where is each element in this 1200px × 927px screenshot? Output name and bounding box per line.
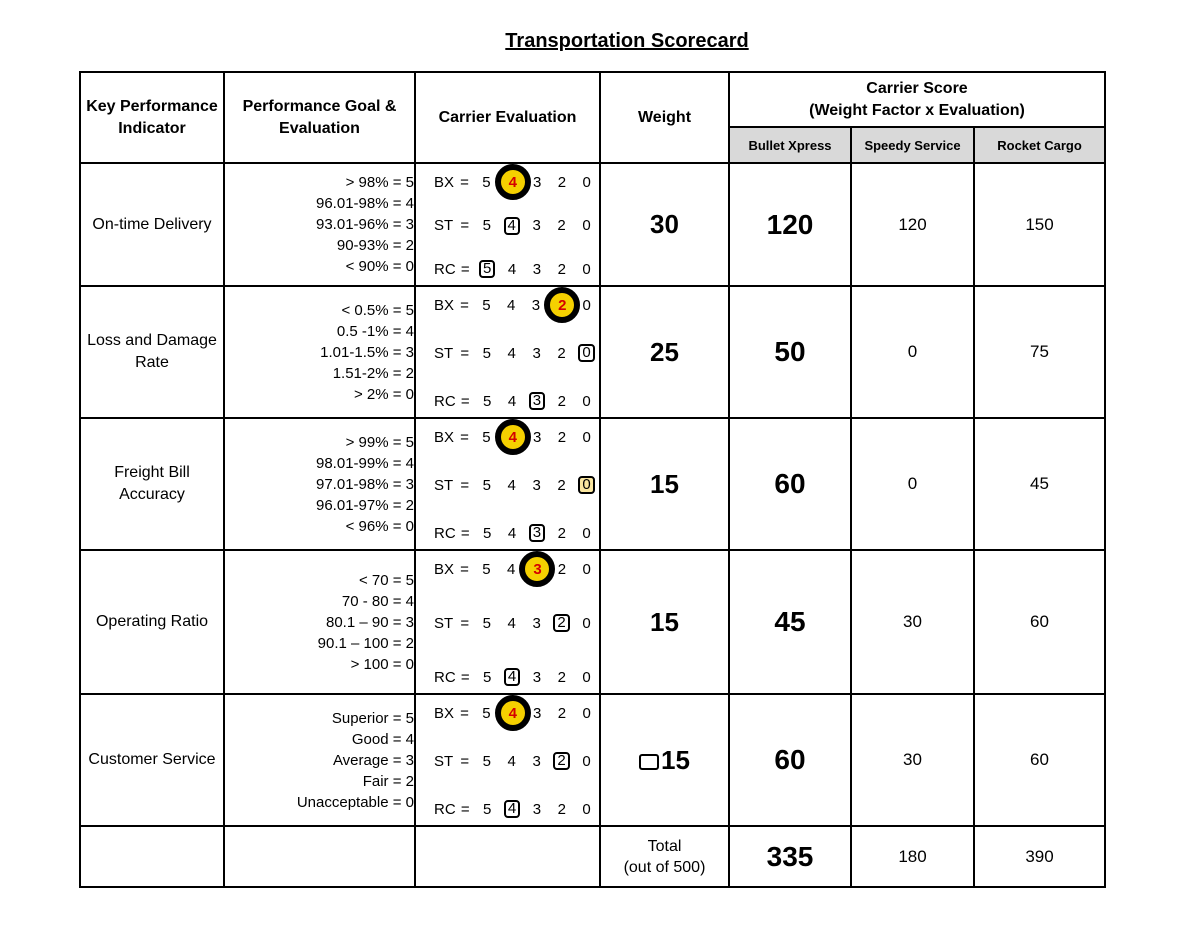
rating-value: 2 [557,524,566,542]
rating-value: 4 [506,560,516,578]
carrier-code: BX [434,296,455,314]
eval-line-rc [434,797,599,821]
scorecard-table [79,71,1106,888]
carrier-code: BX [434,173,455,191]
rating-value: 5 [483,392,492,410]
carrier-code: RC [434,800,456,818]
rating-option [574,476,599,494]
rating-option [524,261,549,278]
carrier-code: RC [434,260,456,278]
total-empty-kpi [80,826,224,887]
carrier-code: RC [434,524,456,542]
equals-sign: = [460,296,469,314]
total-score-bx: 335 [729,826,851,887]
carrier-code: ST [434,614,454,632]
rating-option [475,801,500,818]
rating-value: 3 [532,614,541,632]
rating-option [574,753,599,770]
rating-option [474,561,499,578]
carrier-code: ST [434,752,454,770]
rating-value: 0 [582,296,591,314]
total-empty-goal [224,826,415,887]
rating-option [574,669,599,686]
total-score-rc: 390 [974,826,1105,887]
rating-option [525,429,550,446]
rating-option [524,392,549,410]
goal-line: 90.1 – 100 = 2 [317,634,414,652]
rating-value: 2 [557,560,567,578]
eval-line-rc [434,665,599,689]
rating-value: 3 [532,704,542,722]
rating-option [499,705,525,722]
rating-value: 2 [557,428,567,446]
goal-line: > 98% = 5 [345,174,414,191]
kpi-row [80,163,1105,286]
header-carrier-score [729,72,1105,127]
rating-option [574,217,599,234]
selected-rating-circle: 4 [495,419,531,455]
equals-sign: = [460,260,470,278]
carrier-code: BX [434,704,455,722]
rating-value: 4 [507,392,517,410]
selected-rating-box: 4 [504,800,520,818]
rating-value: 5 [483,668,492,686]
rating-value: 5 [482,217,491,234]
rating-option [549,752,574,770]
equals-sign: = [460,704,469,722]
eval-line-bx [434,170,599,194]
page-title: Transportation Scorecard [505,30,749,52]
rating-option [574,297,599,314]
goal-line: 80.1 – 90 = 3 [326,613,414,631]
rating-value: 5 [482,560,491,578]
equals-sign: = [460,476,470,494]
carrier-eval-cell [415,163,600,286]
rating-option [549,174,574,191]
eval-line-rc [434,257,599,281]
rating-value: 0 [582,217,591,234]
goal-line: > 99% = 5 [345,433,414,451]
selected-rating-circle: 2 [544,287,580,323]
rating-option [574,801,599,818]
carrier-code: BX [434,560,455,578]
score-rc: 75 [974,286,1105,418]
goal-cell [224,286,415,418]
rating-option [549,477,574,494]
eval-line-rc [434,389,599,413]
goal-cell [224,418,415,550]
rating-option [574,393,599,410]
score-rc: 45 [974,418,1105,550]
rating-option [499,174,525,191]
rating-option [574,525,599,542]
equals-sign: = [460,800,470,818]
kpi-row [80,550,1105,694]
score-st: 0 [851,286,974,418]
score-st: 0 [851,418,974,550]
rating-option [499,429,525,446]
weight-value: 15 [661,744,690,775]
rating-value: 5 [482,476,491,494]
weight-cell [600,418,729,550]
carrier-eval-cell [415,418,600,550]
rating-value: 0 [582,704,591,722]
rating-value: 4 [507,752,516,770]
rating-value: 5 [482,752,491,770]
header-carrier-rc: Rocket Cargo [974,127,1105,163]
weight-cell [600,163,729,286]
goal-line: < 96% = 0 [345,517,414,535]
weight-value: 25 [650,336,679,367]
goal-line: 1.01-1.5% = 3 [320,343,414,361]
rating-option [499,297,524,314]
kpi-label: Operating Ratio [80,550,224,694]
carrier-eval-cell [415,550,600,694]
weight-cell [600,694,729,826]
kpi-label: Customer Service [80,694,224,826]
eval-line-rc [434,521,599,545]
carrier-code: BX [434,428,455,446]
goal-line: > 2% = 0 [353,385,414,403]
rating-option [549,705,574,722]
rating-option [549,669,574,686]
rating-option [475,393,500,410]
rating-option [475,669,500,686]
rating-option [524,524,549,542]
rating-value: 2 [557,344,566,362]
rating-value: 5 [482,296,491,314]
goal-line: 0.5 -1% = 4 [336,322,414,340]
goal-cell [224,694,415,826]
selected-rating-box: 4 [504,668,520,686]
rating-option [524,615,549,632]
goal-line: 1.51-2% = 2 [332,364,414,382]
goal-cell [224,550,415,694]
rating-option [524,217,549,234]
rating-option [574,429,599,446]
rating-option [549,261,574,278]
goal-line: Good = 4 [351,730,414,748]
rating-option [499,615,524,632]
rating-value: 4 [507,476,516,494]
rating-option [549,561,574,578]
rating-value: 2 [557,173,567,191]
rating-value: 2 [557,704,567,722]
score-rc: 60 [974,694,1105,826]
rating-value: 5 [482,344,491,362]
rating-value: 0 [582,668,591,686]
goal-line: < 90% = 0 [345,258,414,275]
equals-sign: = [460,560,469,578]
goal-line: 90-93% = 2 [336,237,414,254]
carrier-code: ST [434,217,454,234]
rating-option [524,801,549,818]
total-label [600,826,729,887]
rating-value: 3 [532,428,542,446]
rating-value: 3 [531,296,541,314]
selected-rating-box: 2 [553,752,569,770]
kpi-label: On-time Delivery [80,163,224,286]
rating-option [499,345,524,362]
rating-value: 2 [557,476,566,494]
equals-sign: = [460,217,470,234]
rating-option [525,705,550,722]
equals-sign: = [460,428,469,446]
kpi-label: Loss and Damage Rate [80,286,224,418]
rating-value: 2 [557,800,566,818]
checkbox-icon [639,754,659,770]
selected-rating-box: 5 [479,260,495,278]
rating-value: 0 [582,428,591,446]
rating-option [474,753,499,770]
rating-option [500,393,525,410]
eval-line-bx [434,701,599,725]
goal-line: 70 - 80 = 4 [341,592,414,610]
rating-option [574,261,599,278]
equals-sign: = [460,344,470,362]
rating-option [500,525,525,542]
score-rc: 60 [974,550,1105,694]
rating-option [549,217,574,234]
rating-option [474,345,499,362]
score-st: 30 [851,694,974,826]
rating-value: 3 [532,752,541,770]
carrier-eval-cell [415,286,600,418]
rating-option [500,261,525,278]
rating-option [549,801,574,818]
kpi-label: Freight Bill Accuracy [80,418,224,550]
rating-option [474,217,499,234]
selected-rating-circle: 4 [495,164,531,200]
rating-option [549,393,574,410]
rating-value: 3 [532,260,542,278]
rating-value: 2 [557,260,566,278]
goal-cell [224,163,415,286]
score-bx: 45 [729,550,851,694]
rating-value: 5 [482,428,491,446]
rating-value: 0 [582,524,591,542]
equals-sign: = [460,524,470,542]
rating-option [574,705,599,722]
total-label-line1: Total [647,837,682,855]
rating-option [525,174,550,191]
rating-value: 0 [582,173,591,191]
goal-line: Fair = 2 [362,772,414,790]
header-carrier-st: Speedy Service [851,127,974,163]
weight-cell [600,286,729,418]
header-carrier-bx: Bullet Xpress [729,127,851,163]
rating-value: 4 [507,344,516,362]
score-st: 30 [851,550,974,694]
goal-line: < 70 = 5 [358,571,414,589]
rating-value: 2 [557,392,566,410]
rating-value: 0 [582,614,591,632]
score-bx: 60 [729,418,851,550]
kpi-row [80,286,1105,418]
header-eval: Carrier Evaluation [415,72,600,163]
goal-line: 93.01-96% = 3 [316,216,414,233]
weight-value: 30 [650,209,679,239]
selected-rating-box: 0 [578,476,594,494]
weight-value: 15 [650,468,679,499]
equals-sign: = [460,752,470,770]
rating-option [524,345,549,362]
rating-value: 0 [582,752,591,770]
carrier-eval-cell [415,694,600,826]
eval-line-st [434,341,599,365]
rating-value: 3 [532,668,542,686]
rating-option [548,297,574,314]
rating-option [500,800,525,818]
eval-line-st [434,473,599,497]
score-bx: 120 [729,163,851,286]
rating-option [549,525,574,542]
rating-value: 5 [482,704,491,722]
kpi-row [80,694,1105,826]
rating-value: 0 [582,560,591,578]
selected-rating-box: 4 [504,217,520,235]
eval-line-st [434,749,599,773]
rating-value: 2 [557,668,566,686]
rating-option [499,217,524,235]
rating-option [524,669,549,686]
selected-rating-box: 3 [529,392,545,410]
eval-line-st [434,611,599,635]
weight-value: 15 [650,606,679,637]
equals-sign: = [460,392,470,410]
rating-option [549,345,574,362]
rating-option [574,615,599,632]
rating-value: 3 [532,476,541,494]
scorecard-body [80,163,1105,826]
score-st: 120 [851,163,974,286]
rating-option [474,297,499,314]
eval-line-bx [434,293,599,317]
score-rc: 150 [974,163,1105,286]
carrier-code: RC [434,392,456,410]
weight-cell [600,550,729,694]
goal-line: 97.01-98% = 3 [316,475,414,493]
carrier-code: ST [434,344,454,362]
rating-option [574,344,599,362]
selected-rating-circle: 3 [519,551,555,587]
eval-line-bx [434,557,599,581]
header-score-title: Carrier Score [866,79,968,97]
rating-value: 4 [507,614,516,632]
kpi-row [80,418,1105,550]
goal-line: < 0.5% = 5 [341,301,414,319]
rating-option [474,615,499,632]
goal-line: 96.01-98% = 4 [316,195,414,212]
header-goal: Performance Goal & Evaluation [224,72,415,163]
goal-line: 98.01-99% = 4 [316,454,414,472]
header-weight: Weight [600,72,729,163]
selected-rating-circle: 4 [495,695,531,731]
rating-value: 5 [483,524,492,542]
eval-line-bx [434,425,599,449]
equals-sign: = [460,614,470,632]
rating-option [474,477,499,494]
selected-rating-box: 3 [529,524,545,542]
rating-option [524,753,549,770]
total-label-line2: (out of 500) [623,858,706,876]
rating-value: 3 [532,173,542,191]
rating-option [475,525,500,542]
score-bx: 50 [729,286,851,418]
total-empty-eval [415,826,600,887]
rating-value: 5 [483,800,492,818]
header-score-subtitle: (Weight Factor x Evaluation) [809,101,1025,119]
carrier-code: RC [434,668,456,686]
total-row [80,826,1105,887]
goal-line: Unacceptable = 0 [296,793,414,811]
rating-option [475,260,500,278]
rating-value: 4 [507,524,517,542]
selected-rating-box: 2 [553,614,569,632]
rating-value: 5 [482,173,491,191]
rating-option [524,477,549,494]
rating-option [549,614,574,632]
rating-option [549,429,574,446]
rating-option [574,174,599,191]
eval-line-st [434,214,599,238]
header-kpi: Key Performance Indicator [80,72,224,163]
rating-value: 3 [532,217,541,234]
rating-option [499,477,524,494]
rating-value: 3 [532,800,542,818]
carrier-code: ST [434,476,454,494]
goal-line: 96.01-97% = 2 [316,496,414,514]
rating-value: 2 [557,217,566,234]
rating-value: 3 [532,344,541,362]
rating-option [500,668,525,686]
total-score-st: 180 [851,826,974,887]
rating-option [499,753,524,770]
rating-value: 0 [582,260,591,278]
equals-sign: = [460,173,469,191]
score-bx: 60 [729,694,851,826]
rating-option [574,561,599,578]
rating-value: 4 [506,296,516,314]
goal-line: Average = 3 [332,751,414,769]
rating-value: 0 [582,800,591,818]
rating-value: 0 [582,392,591,410]
goal-line: Superior = 5 [331,709,414,727]
goal-line: > 100 = 0 [350,655,414,673]
rating-option [523,561,549,578]
rating-value: 5 [482,614,491,632]
selected-rating-box: 0 [578,344,594,362]
equals-sign: = [460,668,470,686]
rating-value: 4 [507,260,517,278]
